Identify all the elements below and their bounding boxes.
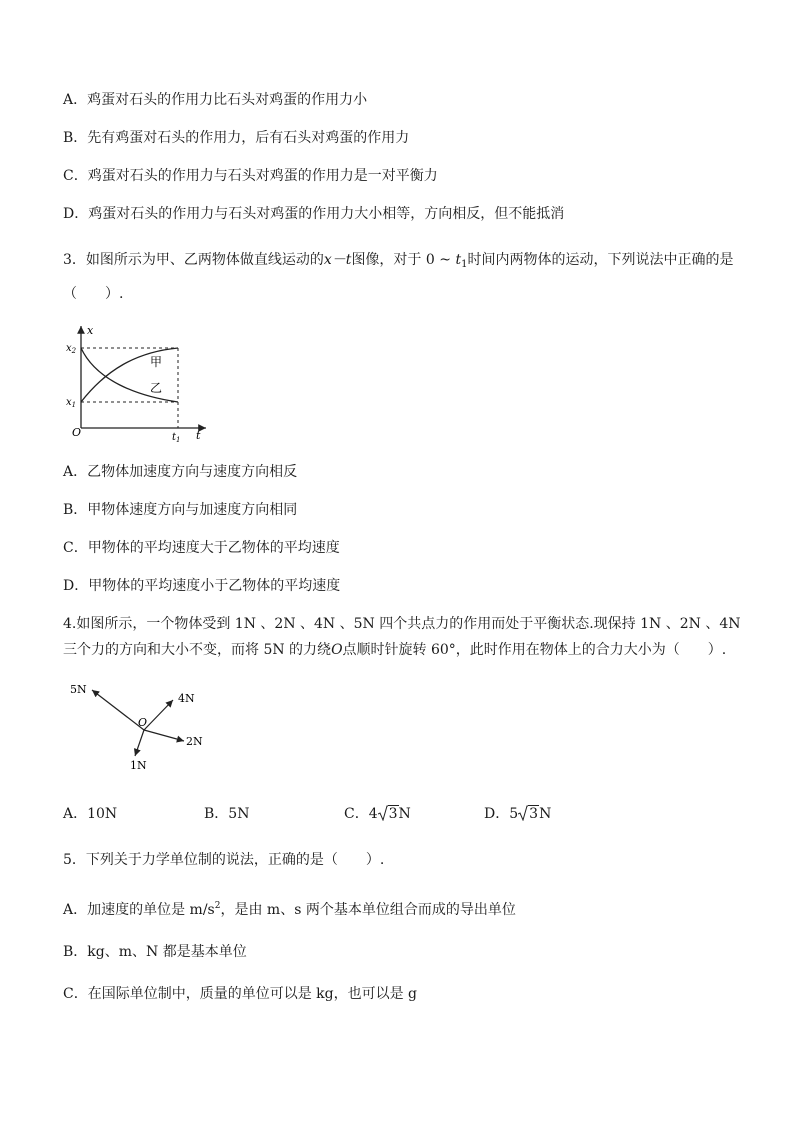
- q5-option-a-post: ，是由 m、s 两个基本单位组合而成的导出单位: [220, 902, 516, 918]
- force-4n-arrow: [144, 700, 173, 730]
- q4-option-b: B．5N: [204, 806, 250, 822]
- q4-option-d-radical: [518, 804, 539, 824]
- sqrt-icon: [378, 805, 388, 821]
- label-jia: 甲: [150, 355, 163, 369]
- q4-option-d-prefix: D．5: [484, 806, 519, 822]
- q2-option-a: A．鸡蛋对石头的作用力比石头对鸡蛋的作用力小: [63, 92, 368, 108]
- q3-option-b: B．甲物体速度方向与加速度方向相同: [63, 502, 298, 518]
- q5-option-a-sup: 2: [214, 901, 221, 911]
- q2-option-d: D．鸡蛋对石头的作用力与石头对鸡蛋的作用力大小相等，方向相反，但不能抵消: [63, 206, 565, 222]
- q4-option-d: [484, 804, 551, 824]
- q5-stem: 5．下列关于力学单位制的说法，正确的是（ ）.: [63, 852, 385, 868]
- q3-stem-t: t: [455, 252, 462, 268]
- q3-option-a: A．乙物体加速度方向与速度方向相反: [63, 464, 298, 480]
- q3-stem-t-sub: 1: [461, 259, 468, 270]
- q4-option-c-radical: [378, 804, 399, 824]
- q2-option-c: C．鸡蛋对石头的作用力与石头对鸡蛋的作用力是一对平衡力: [63, 168, 438, 184]
- q3-stem-var: x－t: [323, 252, 352, 268]
- force-2n-arrow: [144, 730, 184, 741]
- origin-label: O: [72, 426, 82, 439]
- q3-stem: [63, 250, 733, 275]
- force-1n-label: 1N: [130, 759, 147, 772]
- q4-option-c-unit: N: [398, 806, 411, 822]
- q3-xt-graph: [66, 320, 216, 445]
- q5-option-a-prefix: A．加速度的单位是 m/s: [63, 902, 215, 918]
- q4-stem-line2: [63, 640, 726, 660]
- x1-label: $x_1$: [66, 397, 77, 409]
- q4-option-a: A．10N: [63, 806, 118, 822]
- force-5n-arrow: [92, 690, 144, 730]
- x-axis-label: x: [87, 324, 94, 337]
- q4-stem-o: O: [331, 642, 343, 658]
- curve-jia: [81, 348, 178, 402]
- q3-stem-text-b: 图像，对于 0 ~: [351, 252, 456, 268]
- q3-stem-line2: （ ）.: [63, 286, 124, 302]
- q3-option-d: D．甲物体的平均速度小于乙物体的平均速度: [63, 578, 341, 594]
- q4-stem-text-a: 三个力的方向和大小不变，而将 5N 的力绕: [63, 642, 332, 658]
- q4-option-c: [344, 804, 411, 824]
- force-5n-label: 5N: [70, 683, 87, 696]
- q4-stem-text-b: 点顺时针旋转 60°，此时作用在物体上的合力大小为（ ）.: [342, 642, 727, 658]
- curve-yi: [81, 348, 178, 402]
- t-axis-label: t: [196, 429, 201, 442]
- q5-option-b: B．kg、m、N 都是基本单位: [63, 944, 247, 960]
- q3-stem-text-a: 3．如图所示为甲、乙两物体做直线运动的: [63, 252, 324, 268]
- q4-option-c-radicand: 3: [388, 806, 398, 822]
- q4-option-d-unit: N: [539, 806, 552, 822]
- q5-option-a: [63, 896, 516, 920]
- q2-option-b: B．先有鸡蛋对石头的作用力，后有石头对鸡蛋的作用力: [63, 130, 410, 146]
- force-origin-label: O: [138, 716, 148, 729]
- force-4n-label: 4N: [178, 692, 195, 705]
- q3-stem-text-c: 时间内两物体的运动，下列说法中正确的是: [467, 252, 734, 268]
- q4-option-c-prefix: C．4: [344, 806, 378, 822]
- label-yi: 乙: [150, 381, 163, 395]
- force-1n-arrow: [135, 730, 144, 756]
- force-2n-label: 2N: [186, 735, 203, 748]
- q4-force-diagram: [66, 678, 216, 778]
- t1-label: $t_1$: [172, 432, 181, 444]
- q5-option-c: C．在国际单位制中，质量的单位可以是 kg，也可以是 g: [63, 986, 418, 1002]
- x2-label: $x_2$: [66, 343, 77, 355]
- q4-stem-line1: 4.如图所示，一个物体受到 1N 、2N 、4N 、5N 四个共点力的作用而处于平衡状态.现保持 1N 、2N 、4N: [63, 616, 741, 632]
- q3-option-c: C．甲物体的平均速度大于乙物体的平均速度: [63, 540, 340, 556]
- q4-option-d-radicand: 3: [529, 806, 539, 822]
- sqrt-icon: [518, 805, 528, 821]
